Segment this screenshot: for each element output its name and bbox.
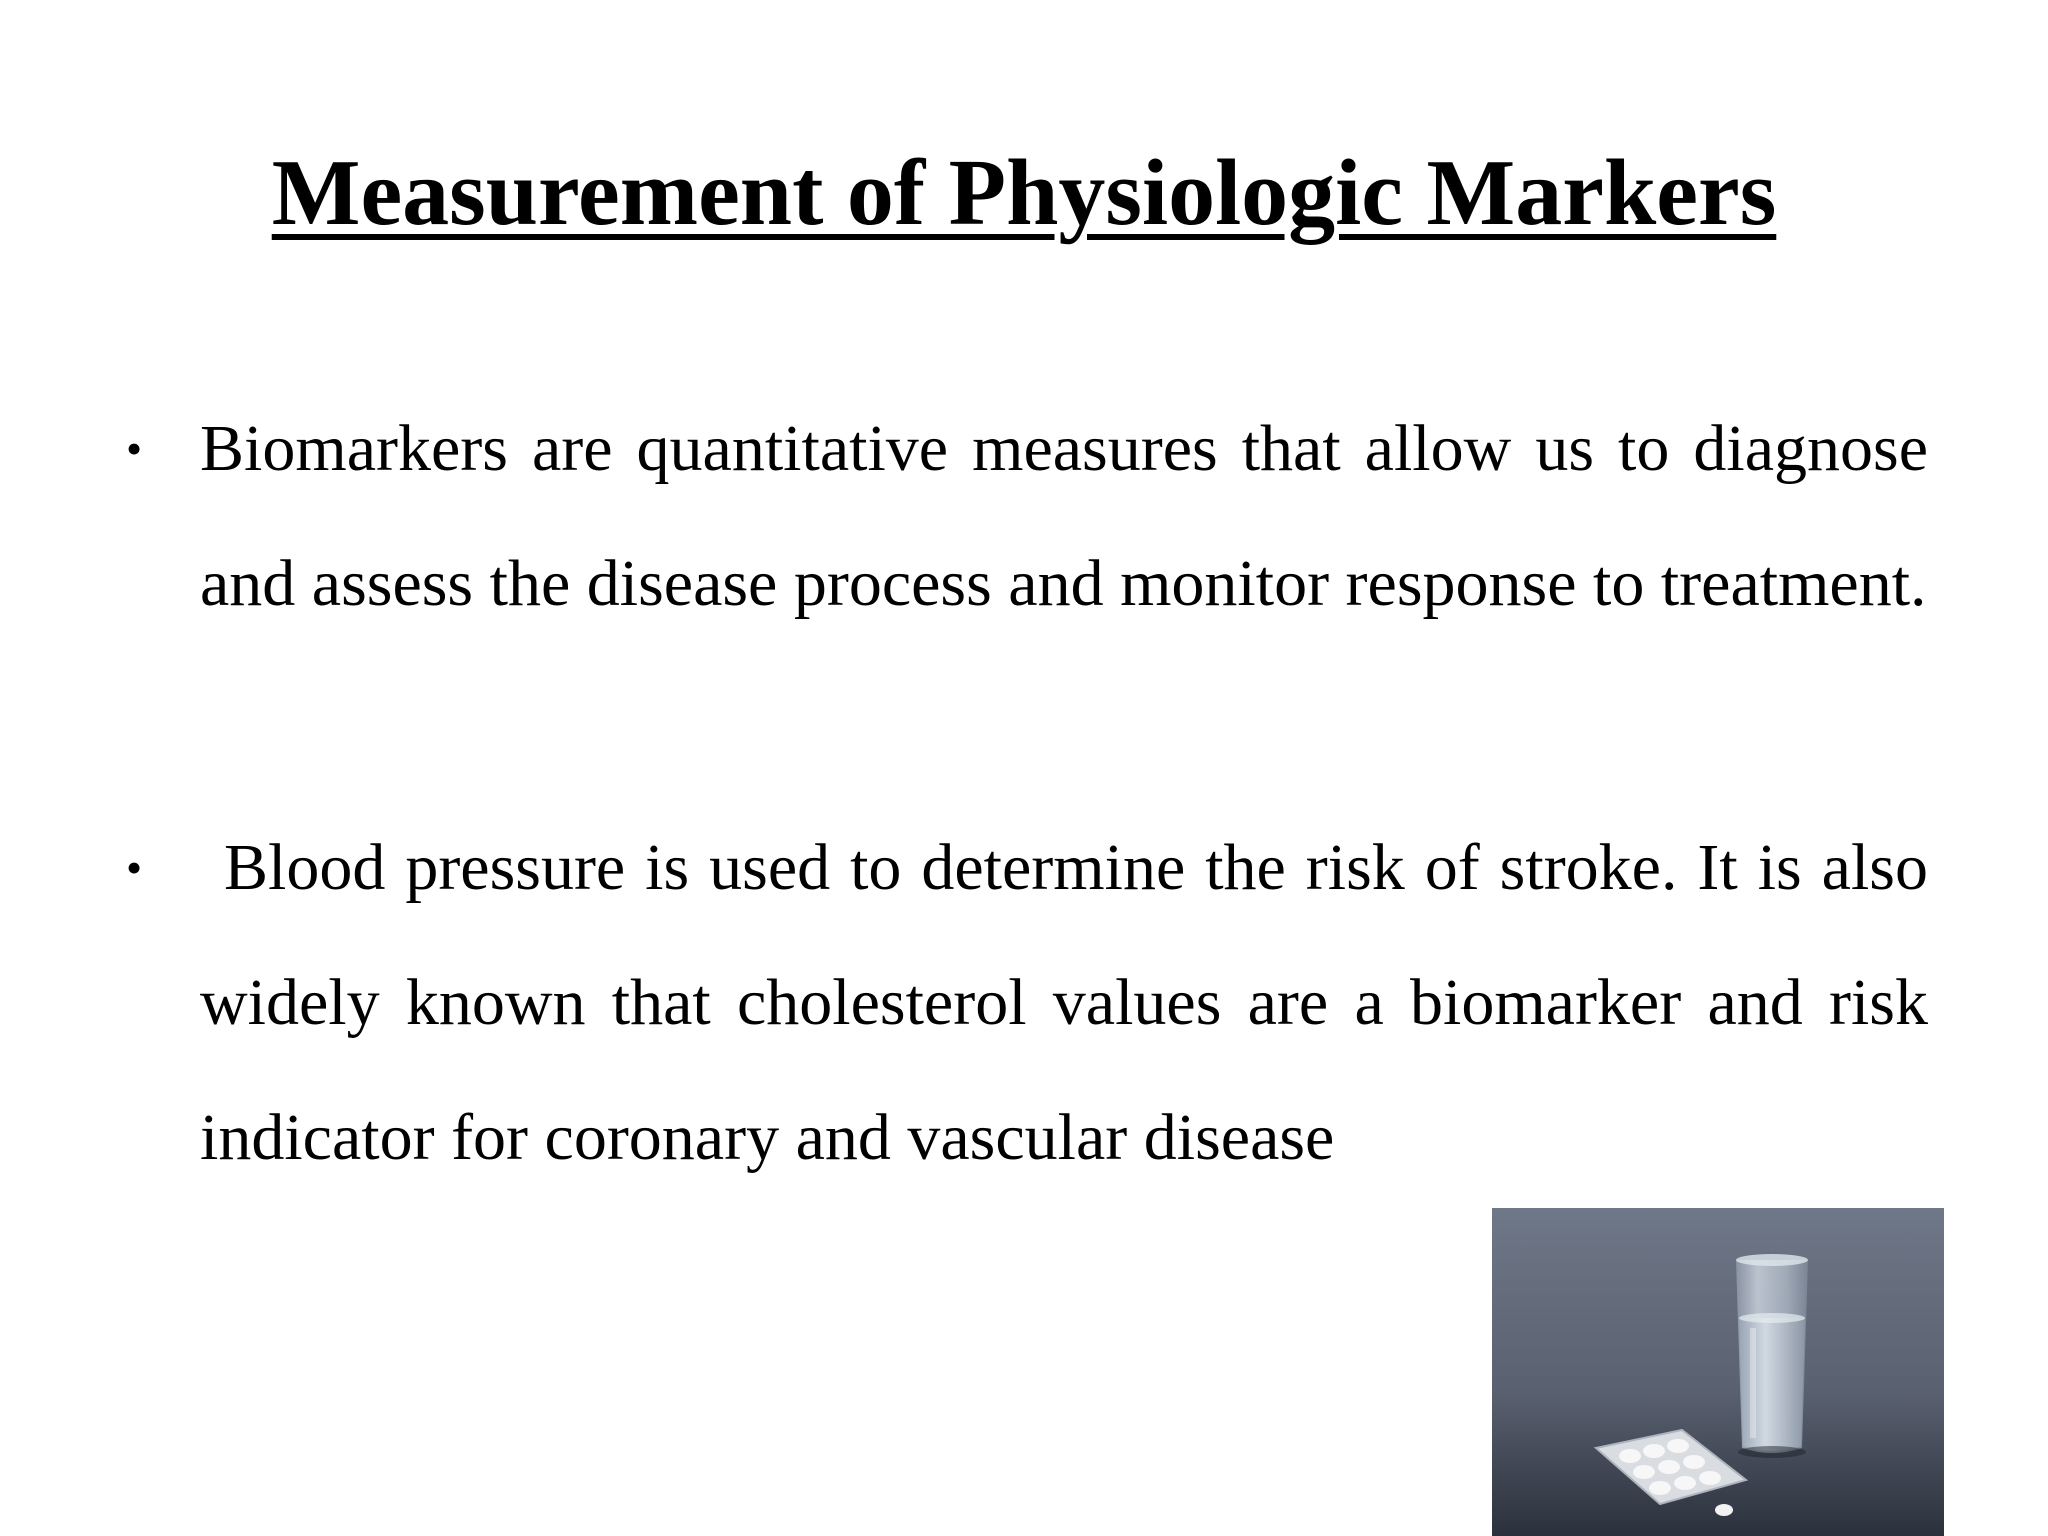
bullet-item-blood-pressure [126,800,1928,1205]
slide-title [0,138,2048,248]
pills-and-water-illustration [1492,1208,1944,1536]
bullet-text-biomarkers: Biomarkers are quantitative measures that allow us to diagnose and assess the disease process and monitor response to treatment. [200,412,1928,620]
bullet-item-biomarkers [126,381,1928,651]
bullet-text-blood-pressure: Blood pressure is used to determine the risk of stroke. It is also widely known that cholesterol values are a biomarker and risk indicator for coronary and vascular disease [200,831,1928,1174]
bullet-dot-icon: • [126,423,143,474]
slide-title-text: Measurement of Physiologic Markers [271,141,1777,245]
loose-pill-icon [1715,1504,1733,1516]
pills-and-water-photo [1492,1208,1944,1536]
bullet-dot-icon: • [126,842,143,893]
water-glass-icon [1736,1254,1808,1458]
